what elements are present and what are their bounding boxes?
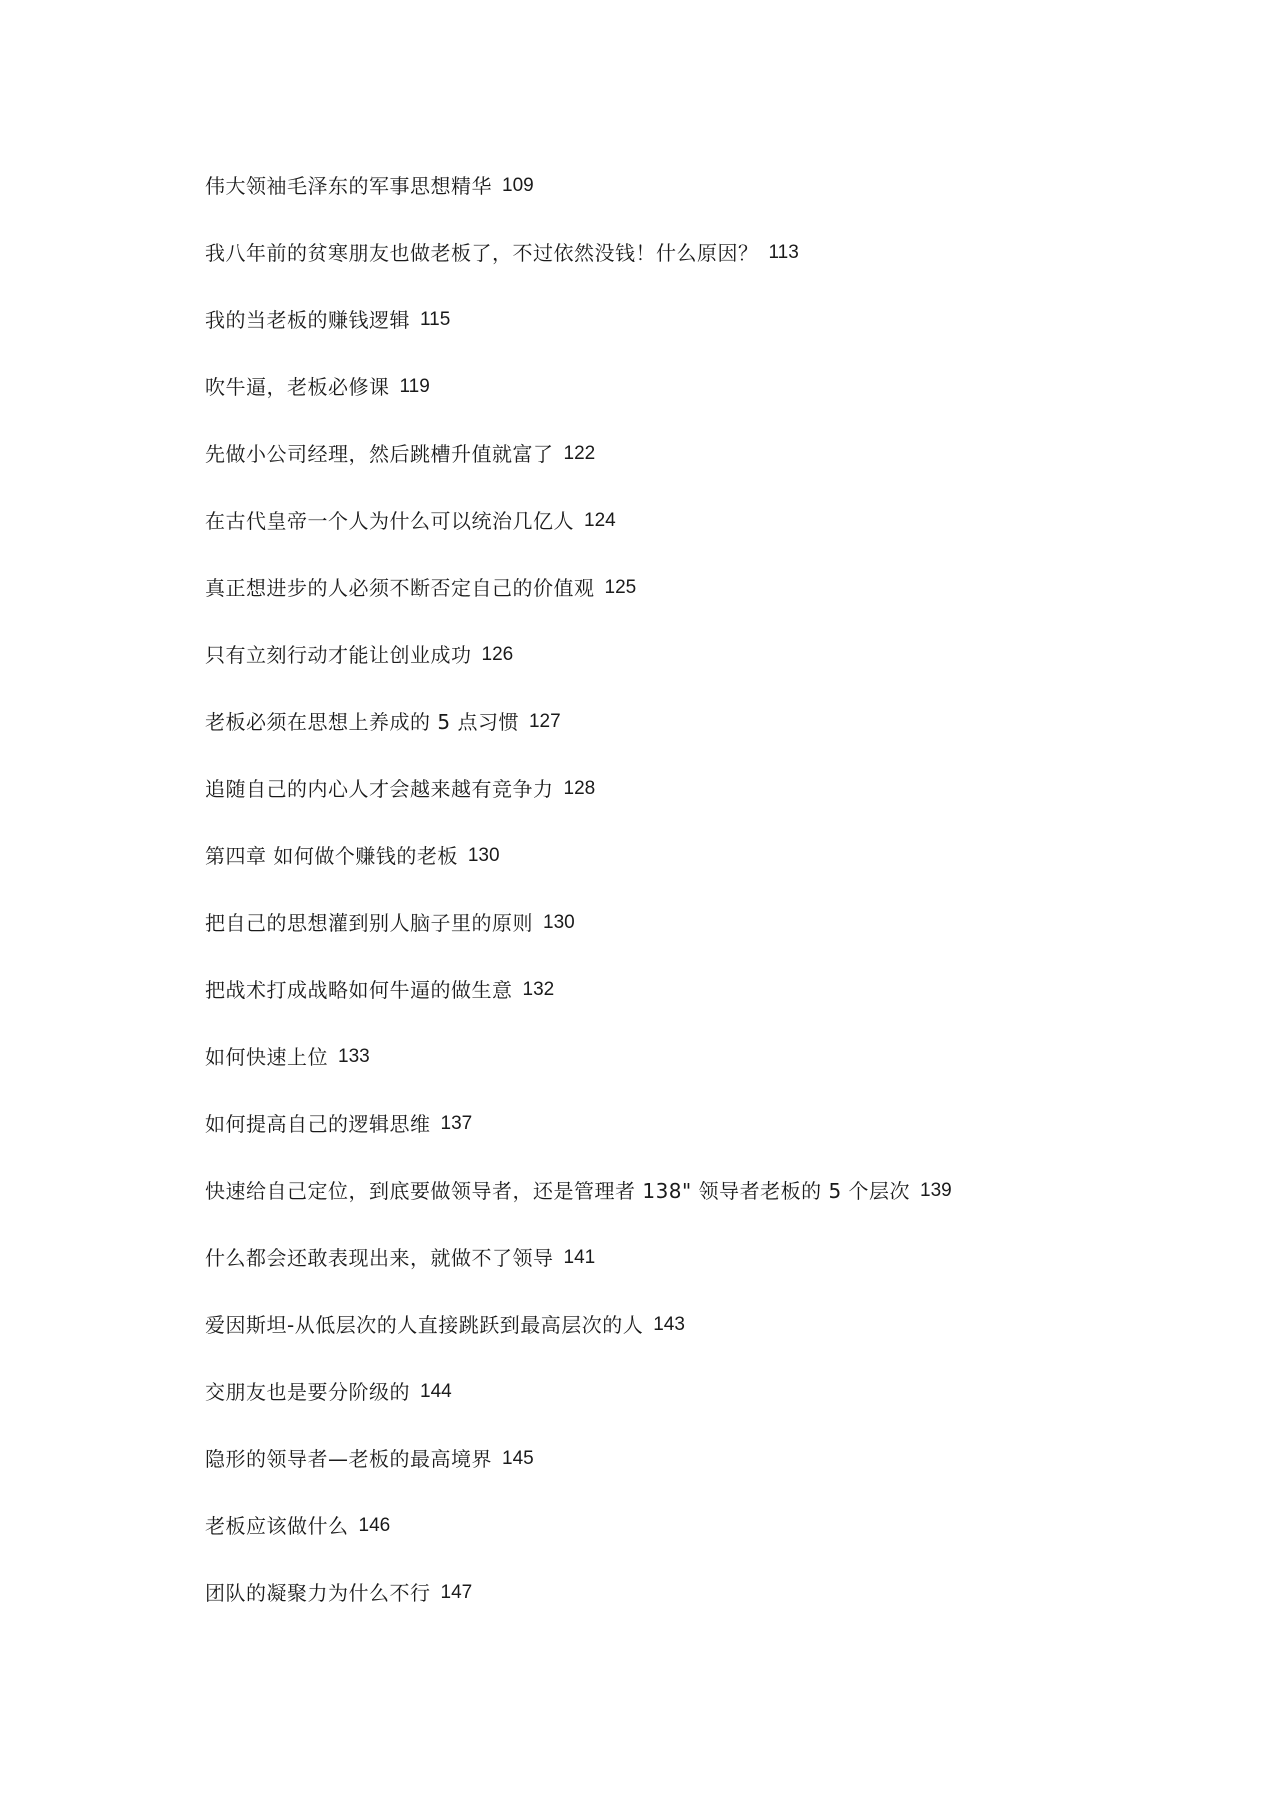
toc-entry-page: 122 <box>563 442 596 464</box>
toc-entry-title: 先做小公司经理，然后跳槽升值就富了 <box>205 441 554 466</box>
toc-entry-title: 老板应该做什么 <box>205 1513 349 1538</box>
toc-entry-title: 快速给自己定位，到底要做领导者，还是管理者 138" 领导者老板的 5 个层次 <box>205 1178 911 1203</box>
toc-entry-page: 143 <box>653 1313 685 1335</box>
toc-entry-page: 130 <box>467 844 500 866</box>
toc-entry-title: 爱因斯坦-从低层次的人直接跳跃到最高层次的人 <box>205 1312 644 1337</box>
toc-entry-page: 125 <box>604 576 637 598</box>
toc-entry-title: 真正想进步的人必须不断否定自己的价值观 <box>205 575 595 600</box>
toc-entry-title: 什么都会还敢表现出来，就做不了领导 <box>205 1245 554 1270</box>
toc-entry-page: 126 <box>481 643 514 665</box>
toc-entry <box>205 1023 1165 1090</box>
toc-chapter-entry <box>205 822 1165 889</box>
toc-entry-page: 113 <box>768 241 799 263</box>
toc-entry-page: 132 <box>522 978 555 1000</box>
toc-entry <box>205 621 1165 688</box>
toc-entry-title: 老板必须在思想上养成的 5 点习惯 <box>205 709 519 734</box>
toc-entry-page: 128 <box>563 777 596 799</box>
toc-entry-page: 139 <box>920 1179 952 1201</box>
toc-entry-page: 115 <box>420 308 451 330</box>
toc-entry <box>205 688 1165 755</box>
toc-entry-page: 147 <box>440 1581 473 1603</box>
toc-entry <box>205 1358 1165 1425</box>
table-of-contents <box>205 152 1165 1626</box>
toc-entry-page: 109 <box>502 174 534 196</box>
toc-entry <box>205 1224 1165 1291</box>
toc-entry-page: 145 <box>502 1447 534 1469</box>
toc-entry-title: 只有立刻行动才能让创业成功 <box>205 642 472 667</box>
toc-entry <box>205 554 1165 621</box>
toc-entry-title: 如何提高自己的逻辑思维 <box>205 1111 431 1136</box>
toc-entry-title: 把自己的思想灌到别人脑子里的原则 <box>205 910 533 935</box>
toc-entry <box>205 286 1165 353</box>
toc-entry-title: 我八年前的贫寒朋友也做老板了，不过依然没钱！什么原因？ <box>205 240 759 265</box>
toc-entry-title: 伟大领袖毛泽东的军事思想精华 <box>205 173 492 198</box>
toc-entry-title: 团队的凝聚力为什么不行 <box>205 1580 431 1605</box>
toc-entry <box>205 152 1165 219</box>
toc-entry-page: 137 <box>440 1112 473 1134</box>
toc-entry-title: 我的当老板的赚钱逻辑 <box>205 307 410 332</box>
toc-entry-page: 146 <box>358 1514 391 1536</box>
toc-entry <box>205 889 1165 956</box>
toc-entry <box>205 420 1165 487</box>
toc-entry <box>205 755 1165 822</box>
toc-entry <box>205 353 1165 420</box>
toc-entry <box>205 219 1165 286</box>
toc-entry-page: 127 <box>528 710 561 732</box>
toc-entry <box>205 1425 1165 1492</box>
toc-entry <box>205 487 1165 554</box>
toc-entry <box>205 1291 1165 1358</box>
toc-entry-title: 追随自己的内心人才会越来越有竞争力 <box>205 776 554 801</box>
toc-entry <box>205 1559 1165 1626</box>
toc-entry <box>205 956 1165 1023</box>
toc-entry-title: 在古代皇帝一个人为什么可以统治几亿人 <box>205 508 574 533</box>
toc-entry <box>205 1090 1165 1157</box>
toc-entry-title: 如何快速上位 <box>205 1044 328 1069</box>
toc-entry-title: 把战术打成战略如何牛逼的做生意 <box>205 977 513 1002</box>
toc-entry-title: 隐形的领导者—老板的最高境界 <box>205 1446 492 1471</box>
toc-entry-page: 141 <box>563 1246 596 1268</box>
toc-entry-page: 119 <box>399 375 430 397</box>
toc-entry-page: 144 <box>420 1380 452 1402</box>
toc-entry-title: 第四章 如何做个赚钱的老板 <box>205 843 458 868</box>
toc-entry-title: 吹牛逼，老板必修课 <box>205 374 390 399</box>
toc-entry <box>205 1492 1165 1559</box>
toc-entry-page: 124 <box>584 509 616 531</box>
toc-entry-page: 130 <box>543 911 575 933</box>
toc-entry-page: 133 <box>338 1045 370 1067</box>
toc-entry <box>205 1157 1165 1224</box>
toc-entry-title: 交朋友也是要分阶级的 <box>205 1379 410 1404</box>
